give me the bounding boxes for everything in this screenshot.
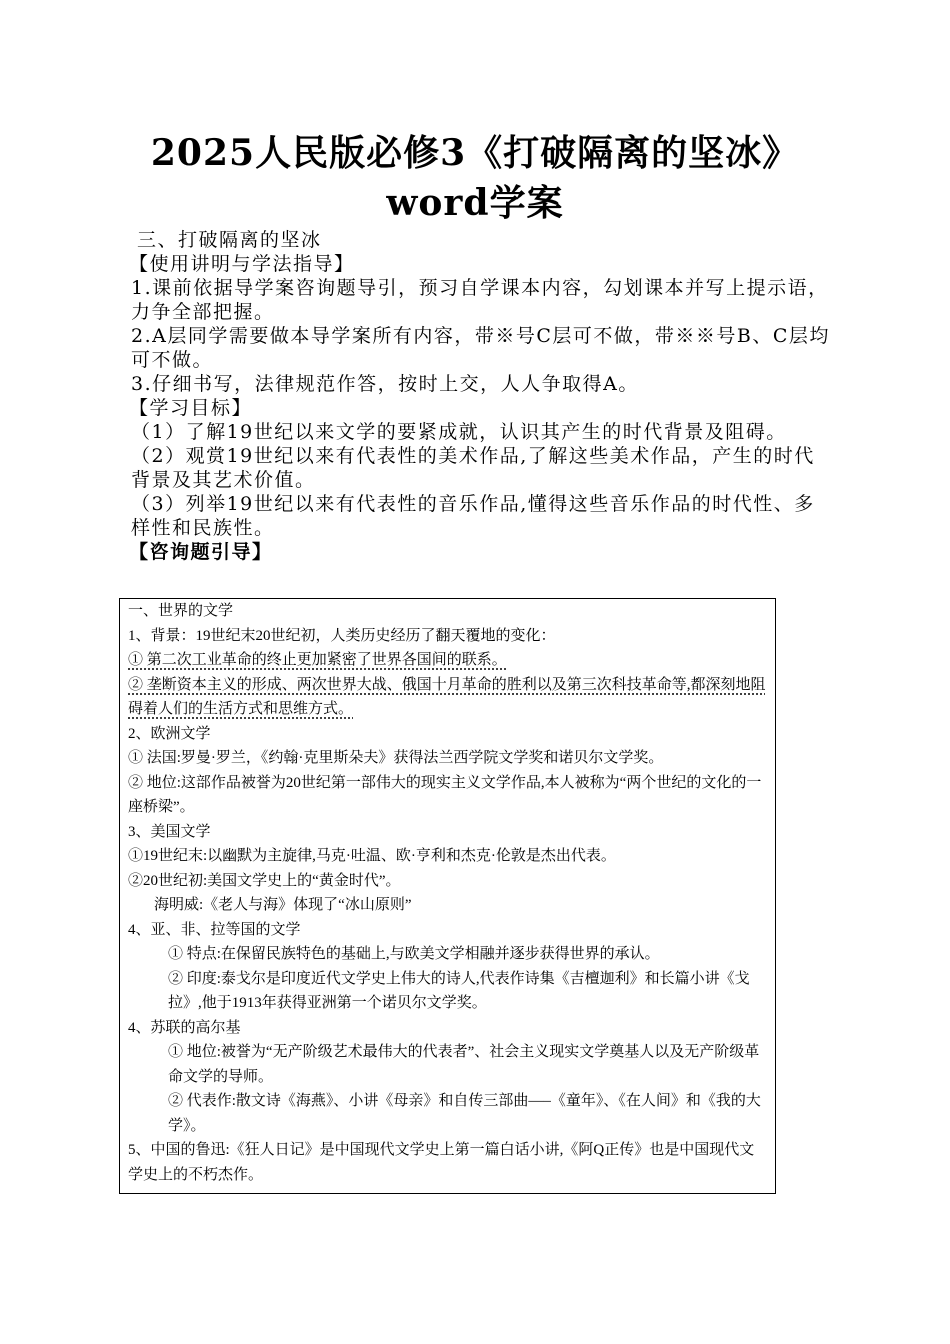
guide-item-2: 2.A层同学需要做本导学案所有内容，带※号C层可不做，带※※号B、C层均可不做。 (131, 325, 830, 371)
box-line: 2、欧洲文学 (128, 725, 211, 742)
box-line: ① 特点:在保留民族特色的基础上,与欧美文学相融并逐步获得世界的承认。 (168, 946, 660, 962)
box-line: 5、中国的鲁迅:《狂人日记》是中国现代文学史上第一篇白话小讲,《阿Q正传》也是中国现代文学史上的不朽杰作。 (128, 1142, 755, 1183)
learning-goals-heading: 【学习目标】 (129, 397, 253, 419)
intro-section (115, 228, 830, 564)
usage-guide-heading: 【使用讲明与学法指导】 (129, 253, 355, 275)
box-line: ②20世纪初:美国文学史上的“黄金时代”。 (128, 872, 401, 889)
box-line: ② 代表作:散文诗《海燕》、小讲《母亲》和自传三部曲—–《童年》、《在人间》和《我的大学》。 (168, 1093, 761, 1134)
guide-item-1: 1.课前依据导学案咨询题导引，预习自学课本内容，勾划课本并写上提示语，力争全部把握。 (131, 277, 829, 323)
box-line: 海明威:《老人与海》体现了“冰山原则” (154, 897, 412, 913)
box-line: 4、苏联的高尔基 (128, 1019, 241, 1036)
goal-item-3: （3）列举19世纪以来有代表性的音乐作品,懂得这些音乐作品的时代性、多样性和民族性。 (131, 493, 815, 539)
box-line: 一、世界的文学 (128, 603, 234, 619)
guide-item-3: 3.仔细书写，法律规范作答，按时上交，人人争取得A。 (131, 373, 639, 395)
box-line: ①19世纪末:以幽默为主旋律,马克·吐温、欧·亨利和杰克·伦敦是杰出代表。 (128, 848, 616, 864)
goal-item-2: （2）观赏19世纪以来有代表性的美术作品,了解这些美术作品，产生的时代背景及其艺术价值。 (131, 445, 815, 491)
box-line: 4、亚、非、拉等国的文学 (128, 921, 301, 938)
question-guide-heading: 【咨询题引导】 (129, 541, 273, 563)
box-line: 1、背景：19世纪末20世纪初，人类历史经历了翻天覆地的变化： (128, 627, 556, 644)
box-line: 3、美国文学 (128, 823, 211, 840)
document-title: 2025人民版必修3《打破隔离的坚冰》word学案 (150, 132, 800, 224)
box-line: ① 法国:罗曼·罗兰，《约翰·克里斯朵夫》获得法兰西学院文学奖和诺贝尔文学奖。 (128, 750, 664, 766)
box-line: ① 地位:被誉为“无产阶级艺术最伟大的代表者”、社会主义现实文学奠基人以及无产阶级革命文学的导师。 (168, 1044, 760, 1085)
box-line: ② 垄断资本主义的形成、两次世界大战、俄国十月革命的胜利以及第三次科技革命等,都深刻地阻碍着人们的生活方式和思维方式。 (128, 676, 766, 717)
box-line: ② 地位:这部作品被誉为20世纪第一部伟大的现实主义文学作品,本人被称为“两个世纪的文化的一座桥梁”。 (128, 774, 762, 815)
content-box (119, 598, 776, 1194)
box-line: ① 第二次工业革命的终止更加紧密了世界各国间的联系。 (128, 652, 507, 668)
goal-item-1: （1）了解19世纪以来文学的要紧成就，认识其产生的时代背景及阻碍。 (131, 421, 787, 443)
box-line: ② 印度:泰戈尔是印度近代文学史上伟大的诗人,代表作诗集《吉檀迦利》和长篇小讲《戈拉》,他于1913年获得亚洲第一个诺贝尔文学奖。 (168, 970, 750, 1011)
section-heading: 三、打破隔离的坚冰 (137, 229, 322, 251)
